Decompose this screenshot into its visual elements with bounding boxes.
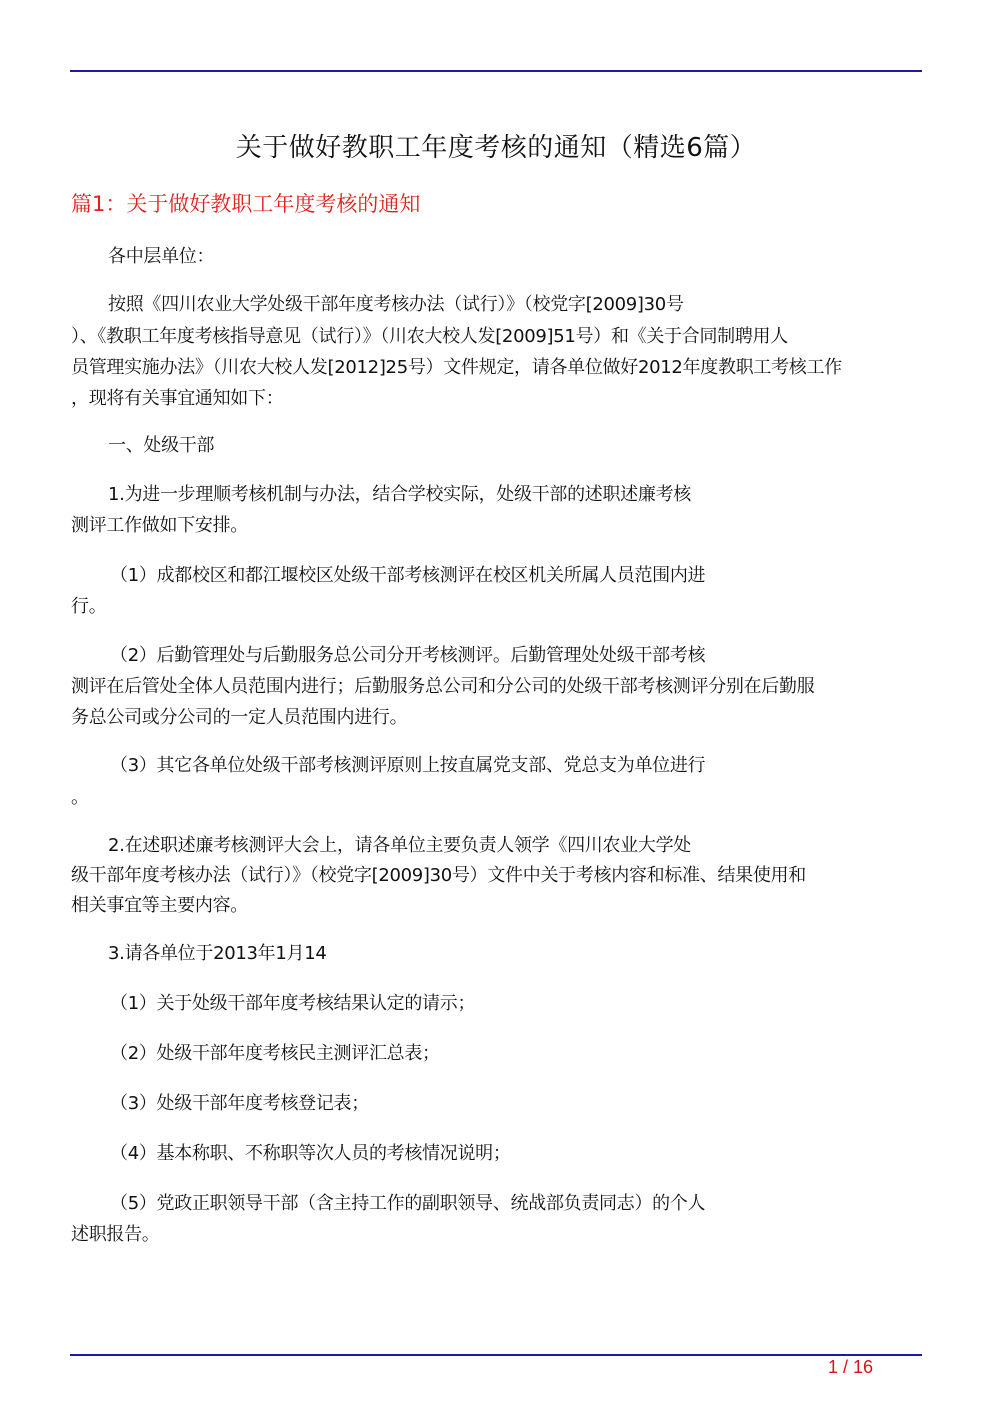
header-rule: [70, 70, 922, 72]
text-line: 相关事宜等主要内容。: [71, 895, 248, 916]
page-number: 1 / 16: [828, 1357, 874, 1377]
text-line: （3）处级干部年度考核登记表；: [110, 1093, 369, 1114]
text-line: 各中层单位：: [108, 246, 215, 267]
footer-rule: [70, 1354, 922, 1356]
text-line: （1）成都校区和都江堰校区处级干部考核测评在校区机关所属人员范围内进: [110, 565, 706, 586]
text-line: （1）关于处级干部年度考核结果认定的请示；: [110, 993, 476, 1014]
page-title: 关于做好教职工年度考核的通知（精选6篇）: [235, 133, 757, 163]
text-line: （2）处级干部年度考核民主测评汇总表；: [110, 1043, 440, 1064]
text-line: 2.在述职述廉考核测评大会上，请各单位主要负责人领学《四川农业大学处: [108, 835, 691, 856]
text-line: 一、处级干部: [108, 435, 215, 456]
text-line: （3）其它各单位处级干部考核测评原则上按直属党支部、党总支为单位进行: [110, 755, 706, 776]
text-line: 3.请各单位于2013年1月14: [108, 943, 327, 964]
text-line: （5）党政正职领导干部（含主持工作的副职领导、统战部负责同志）的个人: [110, 1193, 706, 1214]
text-line: 述职报告。: [71, 1224, 160, 1245]
text-line: ）、《教职工年度考核指导意见（试行）》（川农大校人发[2009]51号）和《关于合同制聘用人: [71, 326, 788, 347]
text-line: 。: [71, 787, 89, 808]
text-line: 级干部年度考核办法（试行）》（校党字[2009]30号）文件中关于考核内容和标准、结果使用和: [71, 865, 806, 886]
text-line: 1.为进一步理顺考核机制与办法，结合学校实际，处级干部的述职述廉考核: [108, 484, 691, 505]
text-line: 按照《四川农业大学处级干部年度考核办法（试行）》（校党字[2009]30号: [108, 294, 684, 315]
text-line: （4）基本称职、不称职等次人员的考核情况说明；: [110, 1143, 511, 1164]
text-line: 行。: [71, 596, 107, 617]
text-line: ，现将有关事宜通知如下：: [71, 388, 284, 409]
text-line: （2）后勤管理处与后勤服务总公司分开考核测评。后勤管理处处级干部考核: [110, 645, 706, 666]
text-line: 测评工作做如下安排。: [71, 515, 248, 536]
section-heading: 篇1：关于做好教职工年度考核的通知: [71, 192, 421, 216]
text-line: 测评在后管处全体人员范围内进行；后勤服务总公司和分公司的处级干部考核测评分别在后勤服: [71, 676, 815, 697]
text-line: 员管理实施办法》（川农大校人发[2012]25号）文件规定，请各单位做好2012年度教职工考核工作: [71, 357, 842, 378]
text-line: 务总公司或分公司的一定人员范围内进行。: [71, 707, 408, 728]
